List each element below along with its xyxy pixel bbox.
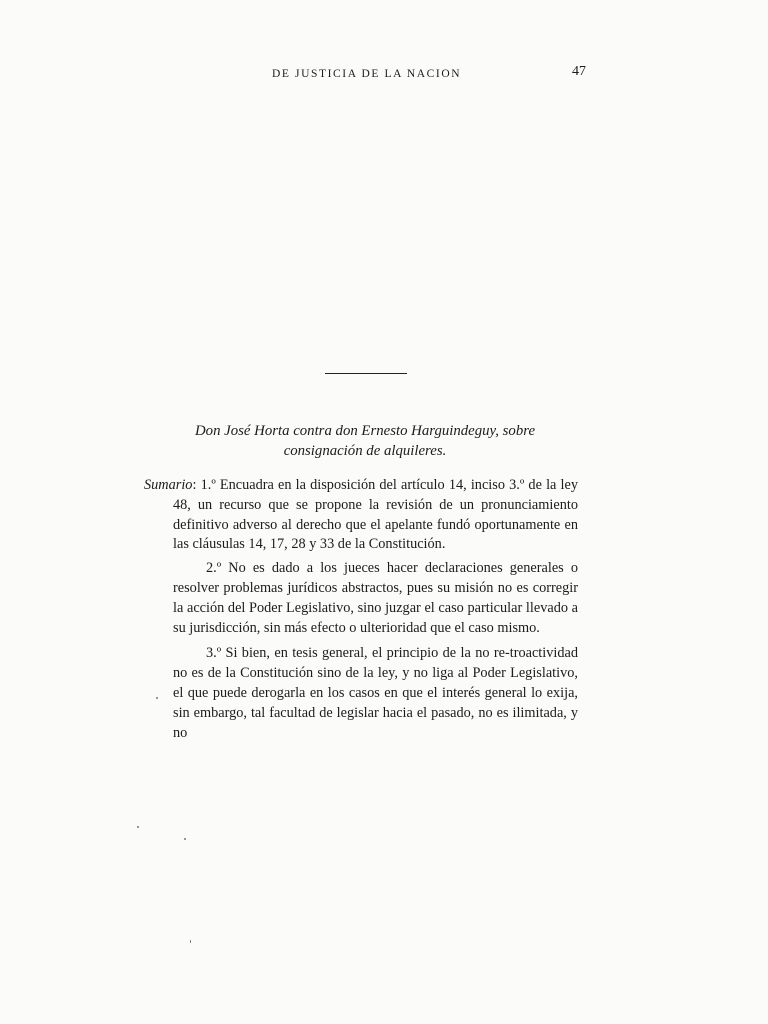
summary-label-suffix: :: [192, 477, 201, 493]
case-title-line-2: consignación de alquileres.: [283, 443, 447, 459]
summary-point-3: 3.º Si bien, en tesis general, el principio de la no re-troactividad no es de la Constitución sino de la ley, y no liga al Poder Legislativo, el que puede derogarla en los casos en que el interés general lo exija, sin embargo, tal facultad de legislar hacia el pasado, no es ilimitada, y no: [173, 645, 578, 741]
summary-label: Sumario: [144, 477, 193, 493]
summary-point-2: 2.º No es dado a los jueces hacer declaraciones generales o resolver problemas jurídicos abstractos, pues su misión no es corregir la acción del Poder Legislativo, sino juzgar el caso particular llevado a su jurisdicción, sin más efecto o ulterioridad que el caso mismo.: [173, 560, 578, 636]
scan-speck: [156, 697, 158, 699]
page-header: [0, 64, 768, 88]
case-title: [130, 421, 600, 461]
summary-point-1: [144, 476, 578, 555]
page-number: 47: [572, 64, 586, 79]
case-title-line-1: Don José Horta contra don Ernesto Harguindeguy, sobre: [194, 423, 536, 439]
summary-point-1-text: 1.º Encuadra en la disposición del artículo 14, inciso 3.º de la ley 48, un recurso que se propone la revisión de un pronunciamiento definitivo adverso al derecho que el apelante fundó oportunamente en las cláusulas 14, 17, 28 y 33 de la Constitución.: [173, 477, 578, 553]
running-title: DE JUSTICIA DE LA NACION: [272, 68, 462, 80]
section-divider: [325, 373, 407, 374]
scan-speck: [184, 838, 186, 840]
summary-section: [144, 476, 578, 743]
scan-speck: [190, 940, 191, 943]
scan-speck: [137, 826, 139, 828]
